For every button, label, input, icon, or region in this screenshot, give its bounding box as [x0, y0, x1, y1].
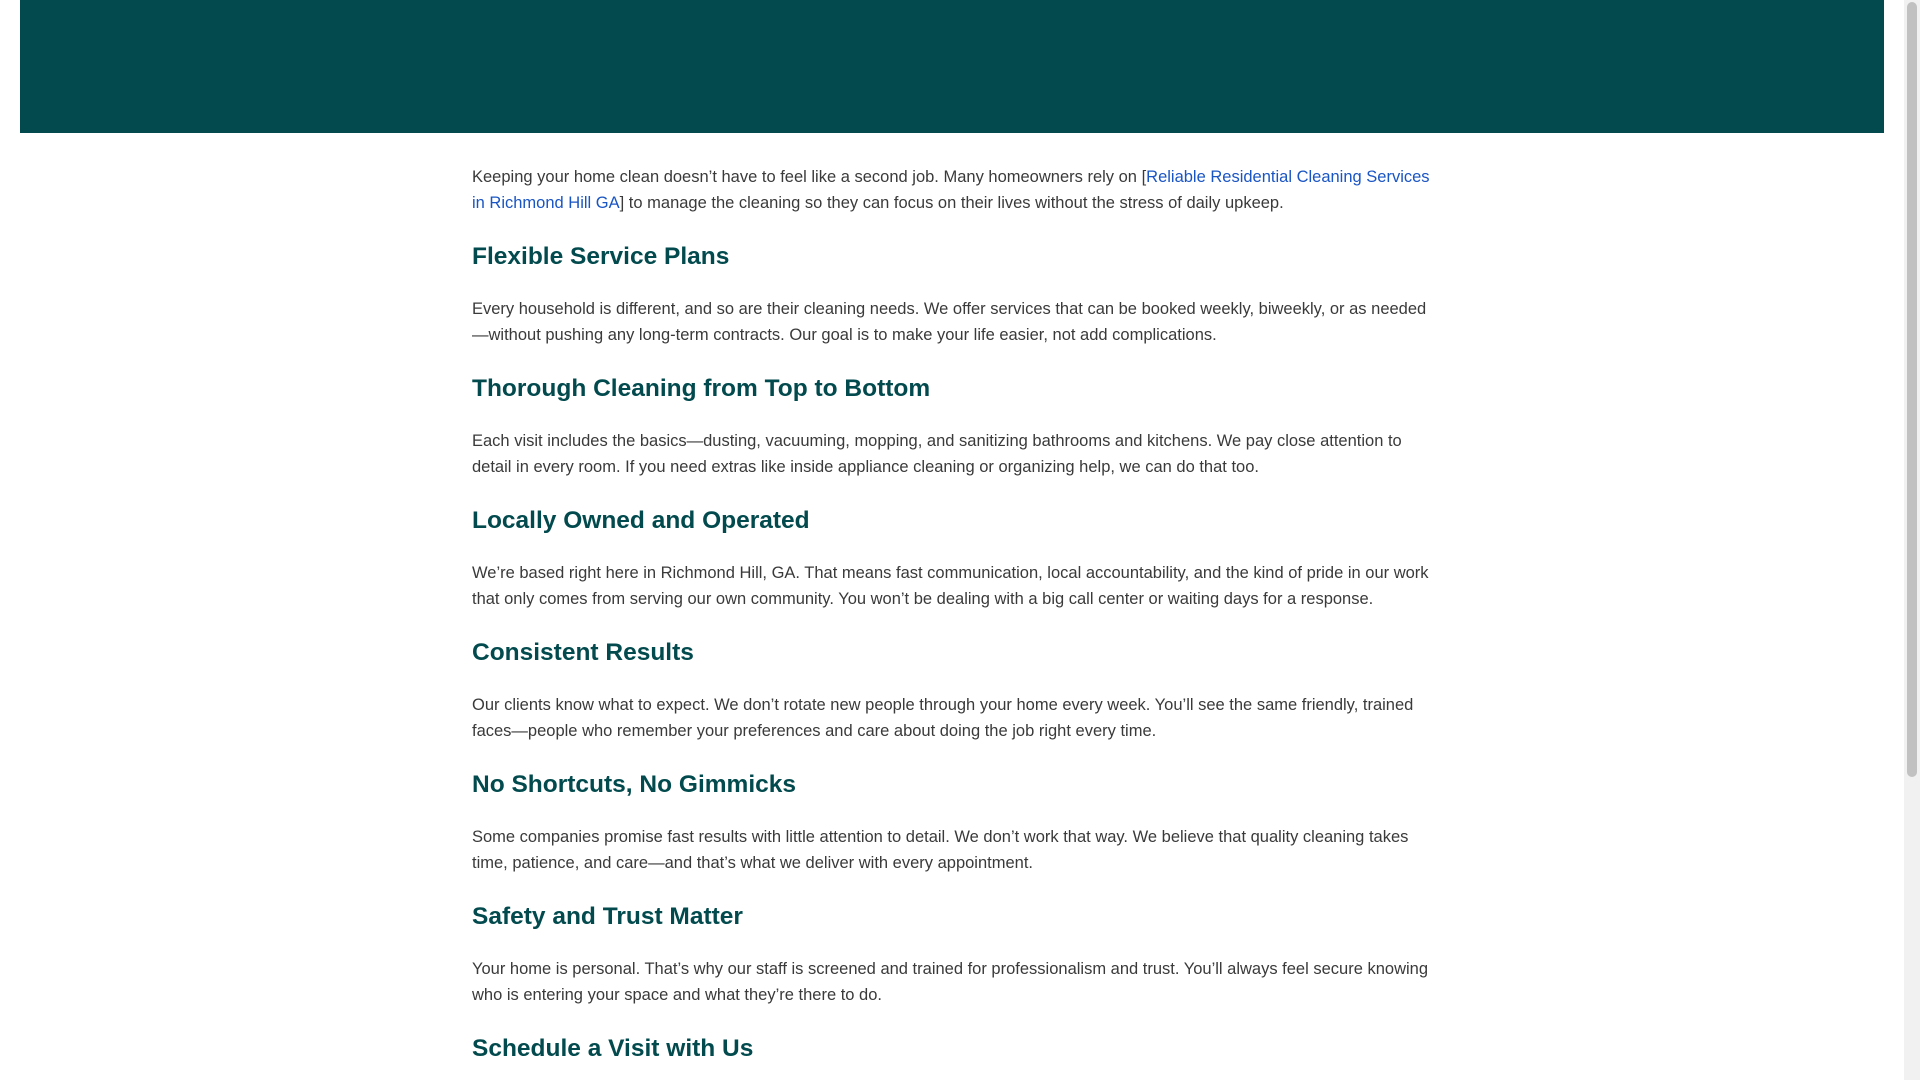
article-content	[472, 164, 1434, 1080]
residential-cleaning-link[interactable]: Reliable Residential Cleaning Services in Richmond Hill GA	[472, 168, 1430, 212]
section-body-no-shortcuts: Some companies promise fast results with little attention to detail. We don’t work that way. We believe that quality cleaning takes time, patience, and care—and that’s what we deliver with every appointment.	[472, 828, 1409, 872]
section-heading-safety-trust: Safety and Trust Matter	[472, 903, 743, 930]
section-heading-flexible-plans: Flexible Service Plans	[472, 243, 730, 270]
section-body-thorough-cleaning: Each visit includes the basics—dusting, vacuuming, mopping, and sanitizing bathrooms and kitchens. We pay close attention to detail in every room. If you need extras like inside appliance cleaning or organizing help, we can do that too.	[472, 432, 1402, 476]
section-body-consistent-results: Our clients know what to expect. We don’t rotate new people through your home every week. You’ll see the same friendly, trained faces—people who remember your preferences and care about doing the job right every time.	[472, 696, 1414, 740]
section-body-locally-owned: We’re based right here in Richmond Hill, GA. That means fast communication, local accountability, and the kind of pride in our work that only comes from serving our own community. You won’t be dealing with a big call center or waiting days for a response.	[472, 564, 1429, 608]
section-heading-schedule-visit: Schedule a Visit with Us	[472, 1035, 754, 1062]
section-heading-locally-owned: Locally Owned and Operated	[472, 507, 810, 534]
section-heading-consistent-results: Consistent Results	[472, 639, 694, 666]
vertical-scrollbar[interactable]	[1904, 0, 1920, 1080]
scrollbar-thumb[interactable]	[1907, 2, 1917, 777]
site-header	[20, 0, 1884, 133]
section-body-safety-trust: Your home is personal. That’s why our staff is screened and trained for professionalism and trust. You’ll always feel secure knowing who is entering your space and what they’re there to do.	[472, 960, 1429, 1004]
section-body-flexible-plans: Every household is different, and so are their cleaning needs. We offer services that can be booked weekly, biweekly, or as needed—without pushing any long-term contracts. Our goal is to make your life easier, not add complications.	[472, 300, 1427, 344]
intro-text-before: Keeping your home clean doesn’t have to feel like a second job. Many homeowners rely on [	[472, 168, 1147, 186]
section-heading-thorough-cleaning: Thorough Cleaning from Top to Bottom	[472, 375, 931, 402]
section-heading-no-shortcuts: No Shortcuts, No Gimmicks	[472, 771, 797, 798]
intro-text-after: ] to manage the cleaning so they can focus on their lives without the stress of daily upkeep.	[619, 194, 1284, 212]
intro-paragraph	[472, 164, 1434, 216]
